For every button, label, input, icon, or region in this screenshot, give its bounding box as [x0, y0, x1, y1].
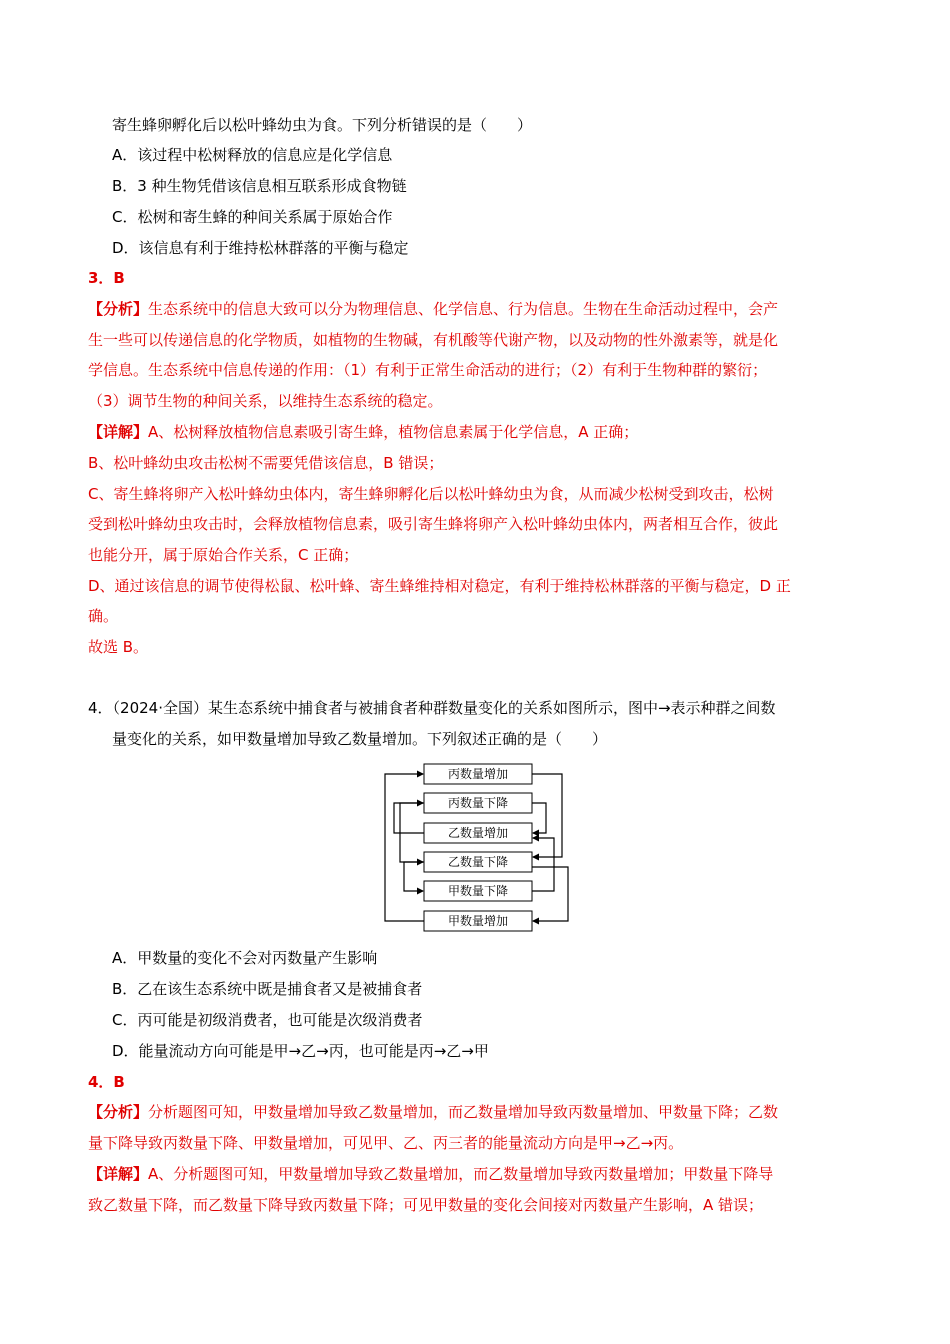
- q4-option-d: D．能量流动方向可能是甲→乙→丙，也可能是丙→乙→甲: [112, 1042, 489, 1060]
- svg-text:乙数量增加: 乙数量增加: [447, 826, 509, 840]
- arrow-yi-dec-to-jia-inc: [532, 867, 568, 921]
- q4-option-c: C．丙可能是初级消费者，也可能是次级消费者: [112, 1011, 423, 1029]
- diagram-box-bing-decrease: [424, 793, 532, 813]
- a3-analysis-line-1: 【分析】生态系统中的信息大致可以分为物理信息、化学信息、行为信息。生物在生命活动过程中，会产: [88, 300, 779, 318]
- a4-detail-line-2: 致乙数量下降，而乙数量下降导致丙数量下降；可见甲数量的变化会间接对丙数量产生影响，A 错误；: [88, 1196, 764, 1214]
- svg-text:甲数量增加: 甲数量增加: [447, 914, 509, 928]
- diagram-box-jia-decrease: [424, 881, 532, 901]
- arrow-jia-inc-to-bing-inc: [385, 774, 424, 921]
- q4-stem-line-2: 量变化的关系，如甲数量增加导致乙数量增加。下列叙述正确的是（ ）: [112, 730, 608, 748]
- arrow-yi-dec-to-jia-dec: [404, 862, 424, 891]
- arrow-jia-dec-to-yi-inc: [532, 838, 554, 891]
- diagram-box-jia-increase: [424, 911, 532, 931]
- q4-option-a: A．甲数量的变化不会对丙数量产生影响: [112, 949, 378, 967]
- analysis-tag: 【分析】: [88, 300, 149, 318]
- a3-detail-line-4: 受到松叶蜂幼虫攻击时，会释放植物信息素，吸引寄生蜂将卵产入松叶蜂幼虫体内，两者相互合作，彼此: [88, 515, 779, 533]
- q3-option-a: A．该过程中松树释放的信息应是化学信息: [112, 146, 393, 164]
- a3-detail-line-2: B、松叶蜂幼虫攻击松树不需要凭借该信息，B 错误；: [88, 454, 444, 472]
- a3-detail-line-1: 【详解】A、松树释放植物信息素吸引寄生蜂，植物信息素属于化学信息，A 正确；: [88, 423, 639, 441]
- a3-analysis-line-2: 生一些可以传递信息的化学物质，如植物的生物碱，有机酸等代谢产物，以及动物的性外激素等，就是化: [88, 331, 779, 349]
- analysis-tag: 【分析】: [88, 1103, 149, 1121]
- a3-answer: 3．B: [88, 269, 125, 287]
- svg-text:甲数量下降: 甲数量下降: [447, 884, 509, 898]
- a3-analysis-line-3: 学信息。生态系统中信息传递的作用：（1）有利于正常生命活动的进行；（2）有利于生物种群的繁衍；: [88, 361, 768, 379]
- a3-detail-line-5: 也能分开，属于原始合作关系，C 正确；: [88, 546, 359, 564]
- diagram-box-bing-increase: [424, 764, 532, 784]
- q4-population-diagram: [380, 762, 580, 934]
- svg-text:丙数量增加: 丙数量增加: [447, 767, 509, 781]
- svg-text:乙数量下降: 乙数量下降: [447, 855, 509, 869]
- q3-stem-continuation: 寄生蜂卵孵化后以松叶蜂幼虫为食。下列分析错误的是（ ）: [112, 116, 533, 134]
- a4-analysis-line-1: 【分析】分析题图可知，甲数量增加导致乙数量增加，而乙数量增加导致丙数量增加、甲数量下降；乙数: [88, 1103, 779, 1121]
- q4-option-b: B．乙在该生态系统中既是捕食者又是被捕食者: [112, 980, 423, 998]
- detail-tag: 【详解】: [88, 1165, 149, 1183]
- arrow-bing-inc-to-yi-dec: [532, 774, 562, 857]
- a4-answer: 4．B: [88, 1073, 125, 1091]
- diagram-box-yi-decrease: [424, 852, 532, 872]
- a3-detail-line-8: 故选 B。: [88, 638, 149, 656]
- a4-detail-line-1: 【详解】A、分析题图可知，甲数量增加导致乙数量增加，而乙数量增加导致丙数量增加；甲数量下降导: [88, 1165, 774, 1183]
- arrow-yi-inc-to-bing-dec: [394, 803, 424, 833]
- arrow-bing-dec-to-yi-inc: [532, 803, 546, 833]
- a3-analysis-line-4: （3）调节生物的种间关系，以维持生态系统的稳定。: [88, 392, 443, 410]
- detail-tag: 【详解】: [88, 423, 149, 441]
- a3-detail-line-6: D、通过该信息的调节使得松鼠、松叶蜂、寄生蜂维持相对稳定，有利于维持松林群落的平衡与稳定，D 正: [88, 577, 791, 595]
- q3-option-d: D．该信息有利于维持松林群落的平衡与稳定: [112, 239, 409, 257]
- q3-option-c: C．松树和寄生蜂的种间关系属于原始合作: [112, 208, 393, 226]
- svg-text:丙数量下降: 丙数量下降: [447, 796, 509, 810]
- a3-detail-line-3: C、寄生蜂将卵产入松叶蜂幼虫体内，寄生蜂卵孵化后以松叶蜂幼虫为食，从而减少松树受到攻击，松树: [88, 485, 774, 503]
- a3-detail-line-7: 确。: [88, 607, 119, 625]
- q4-stem-line-1: 4．（2024·全国）某生态系统中捕食者与被捕食者种群数量变化的关系如图所示，图中→表示种群之间数: [88, 699, 776, 717]
- a4-analysis-line-2: 量下降导致丙数量下降、甲数量增加，可见甲、乙、丙三者的能量流动方向是甲→乙→丙。: [88, 1134, 684, 1152]
- q3-option-b: B．3 种生物凭借该信息相互联系形成食物链: [112, 177, 407, 195]
- diagram-box-yi-increase: [424, 823, 532, 843]
